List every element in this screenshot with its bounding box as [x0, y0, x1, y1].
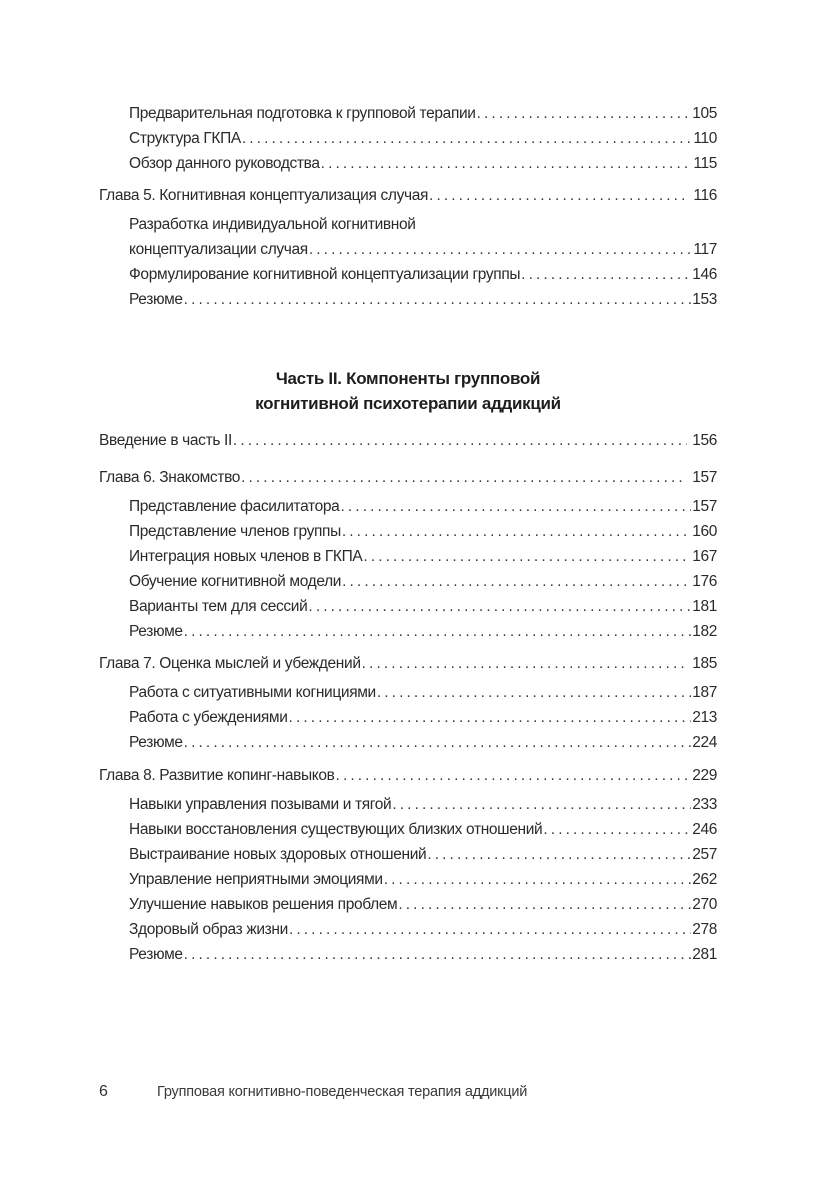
dot-leader — [521, 264, 691, 286]
toc-entry-page: 181 — [692, 598, 717, 615]
toc-entry-title: Варианты тем для сессий — [129, 598, 308, 615]
toc-entry-title: Работа с ситуативными когнициями — [129, 684, 376, 701]
toc-entry-page: 115 — [693, 155, 717, 172]
toc-chapter-page: 229 — [692, 767, 717, 784]
toc-chapter-page: 116 — [693, 187, 717, 204]
toc-entry-title: концептуализации случая — [129, 241, 308, 258]
toc-entry-title: Резюме — [129, 734, 183, 751]
toc-entry[interactable] — [129, 546, 717, 568]
dot-leader — [336, 765, 688, 787]
toc-entry-page: 278 — [692, 921, 717, 938]
toc-entry-page: 224 — [692, 734, 717, 751]
toc-chapter-title: Введение в часть II — [99, 432, 232, 449]
toc-chapter-7[interactable] — [99, 653, 717, 675]
toc-entry-title: Структура ГКПА — [129, 130, 241, 147]
toc-entry-page: 160 — [692, 523, 717, 540]
toc-entry-title: Навыки управления позывами и тягой — [129, 796, 392, 813]
dot-leader — [321, 153, 693, 175]
toc-entry[interactable] — [129, 919, 717, 941]
toc-chapter-page: 156 — [692, 432, 717, 449]
toc-entry[interactable] — [129, 289, 717, 311]
dot-leader — [242, 128, 692, 150]
toc-entry-title: Разработка индивидуальной когнитивной — [129, 216, 416, 233]
toc-entry[interactable] — [129, 869, 717, 891]
dot-leader — [342, 521, 691, 543]
toc-entry-title: Предварительная подготовка к групповой терапии — [129, 105, 476, 122]
toc-entry[interactable] — [129, 103, 717, 125]
dot-leader — [289, 707, 692, 729]
running-title: Групповая когнитивно-поведенческая терапия аддикций — [157, 1084, 528, 1100]
toc-entry-page: 105 — [692, 105, 717, 122]
toc-entry-title: Представление фасилитатора — [129, 498, 340, 515]
toc-entry[interactable] — [129, 894, 717, 916]
toc-entry-title: Выстраивание новых здоровых отношений — [129, 846, 427, 863]
toc-entry-page: 233 — [692, 796, 717, 813]
toc-chapter-title: Глава 7. Оценка мыслей и убеждений — [99, 655, 361, 672]
toc-entry-page: 262 — [692, 871, 717, 888]
toc-entry-title: Резюме — [129, 291, 183, 308]
toc-entry-page: 176 — [692, 573, 717, 590]
dot-leader — [309, 239, 692, 261]
toc-chapter-6[interactable] — [99, 467, 717, 489]
toc-entry-title: Интеграция новых членов в ГКПА — [129, 548, 363, 565]
toc-entry[interactable] — [129, 496, 717, 518]
toc-entry[interactable] — [129, 944, 717, 966]
toc-entry[interactable] — [129, 521, 717, 543]
toc-entry-page: 281 — [692, 946, 717, 963]
dot-leader — [184, 621, 692, 643]
toc-part-intro[interactable] — [99, 430, 717, 452]
part-heading-line-1: Часть II. Компоненты групповой — [275, 369, 541, 388]
dot-leader — [184, 289, 692, 311]
dot-leader — [477, 103, 692, 125]
toc-entry-page: 246 — [692, 821, 717, 838]
dot-leader — [427, 844, 691, 866]
toc-entry-title: Работа с убеждениями — [129, 709, 288, 726]
toc-entry-title: Резюме — [129, 946, 183, 963]
toc-entry-title: Обучение когнитивной модели — [129, 573, 342, 590]
toc-chapter-8[interactable] — [99, 765, 717, 787]
toc-entry-page: 167 — [692, 548, 717, 565]
toc-entry[interactable] — [129, 239, 717, 261]
toc-entry[interactable] — [129, 596, 717, 618]
toc-entry[interactable] — [129, 128, 717, 150]
dot-leader — [308, 596, 691, 618]
dot-leader — [342, 571, 691, 593]
part-heading-line-2: когнитивной психотерапии аддикций — [255, 394, 561, 413]
dot-leader — [289, 919, 691, 941]
dot-leader — [241, 467, 687, 489]
toc-entry-title: Представление членов группы — [129, 523, 341, 540]
toc-entry[interactable] — [129, 732, 717, 754]
dot-leader — [398, 894, 691, 916]
part-heading — [99, 366, 717, 416]
dot-leader — [363, 546, 691, 568]
toc-entry-title: Обзор данного руководства — [129, 155, 320, 172]
dot-leader — [340, 496, 691, 518]
toc-entry-page: 157 — [692, 498, 717, 515]
toc-entry-page: 270 — [692, 896, 717, 913]
dot-leader — [377, 682, 691, 704]
dot-leader — [392, 794, 691, 816]
toc-entry-page: 110 — [693, 130, 717, 147]
toc-entry[interactable] — [129, 819, 717, 841]
dot-leader — [233, 430, 687, 452]
toc-chapter-title: Глава 6. Знакомство — [99, 469, 241, 486]
toc-entry-title: Резюме — [129, 623, 183, 640]
toc-entry-title: Навыки восстановления существующих близких отношений — [129, 821, 543, 838]
toc-entry-line1[interactable] — [129, 214, 717, 236]
dot-leader — [429, 185, 688, 207]
page-footer — [99, 1083, 527, 1101]
page-number: 6 — [99, 1083, 108, 1100]
toc-chapter-page: 157 — [692, 469, 717, 486]
toc-entry-title: Управление неприятными эмоциями — [129, 871, 383, 888]
dot-leader — [184, 732, 692, 754]
toc-entry[interactable] — [129, 794, 717, 816]
toc-entry-page: 257 — [692, 846, 717, 863]
dot-leader — [384, 869, 691, 891]
toc-entry[interactable] — [129, 621, 717, 643]
toc-entry-page: 117 — [693, 241, 717, 258]
dot-leader — [362, 653, 688, 675]
toc-entry[interactable] — [129, 707, 717, 729]
toc-entry-page: 213 — [692, 709, 717, 726]
toc-entry[interactable] — [129, 844, 717, 866]
toc-chapter-title: Глава 5. Когнитивная концептуализация случая — [99, 187, 429, 204]
toc-entry-title: Формулирование когнитивной концептуализации группы — [129, 266, 521, 283]
dot-leader — [543, 819, 691, 841]
toc-entry-page: 182 — [692, 623, 717, 640]
toc-entry[interactable] — [129, 153, 717, 175]
toc-entry-page: 187 — [692, 684, 717, 701]
toc-entry-title: Здоровый образ жизни — [129, 921, 288, 938]
dot-leader — [184, 944, 692, 966]
toc-chapter-5[interactable] — [99, 185, 717, 207]
toc-entry[interactable] — [129, 264, 717, 286]
toc-entry[interactable] — [129, 571, 717, 593]
toc-entry-page: 146 — [692, 266, 717, 283]
toc-chapter-page: 185 — [692, 655, 717, 672]
toc-entry-title: Улучшение навыков решения проблем — [129, 896, 398, 913]
toc-entry[interactable] — [129, 682, 717, 704]
toc-entry-page: 153 — [692, 291, 717, 308]
toc-chapter-title: Глава 8. Развитие копинг-навыков — [99, 767, 335, 784]
